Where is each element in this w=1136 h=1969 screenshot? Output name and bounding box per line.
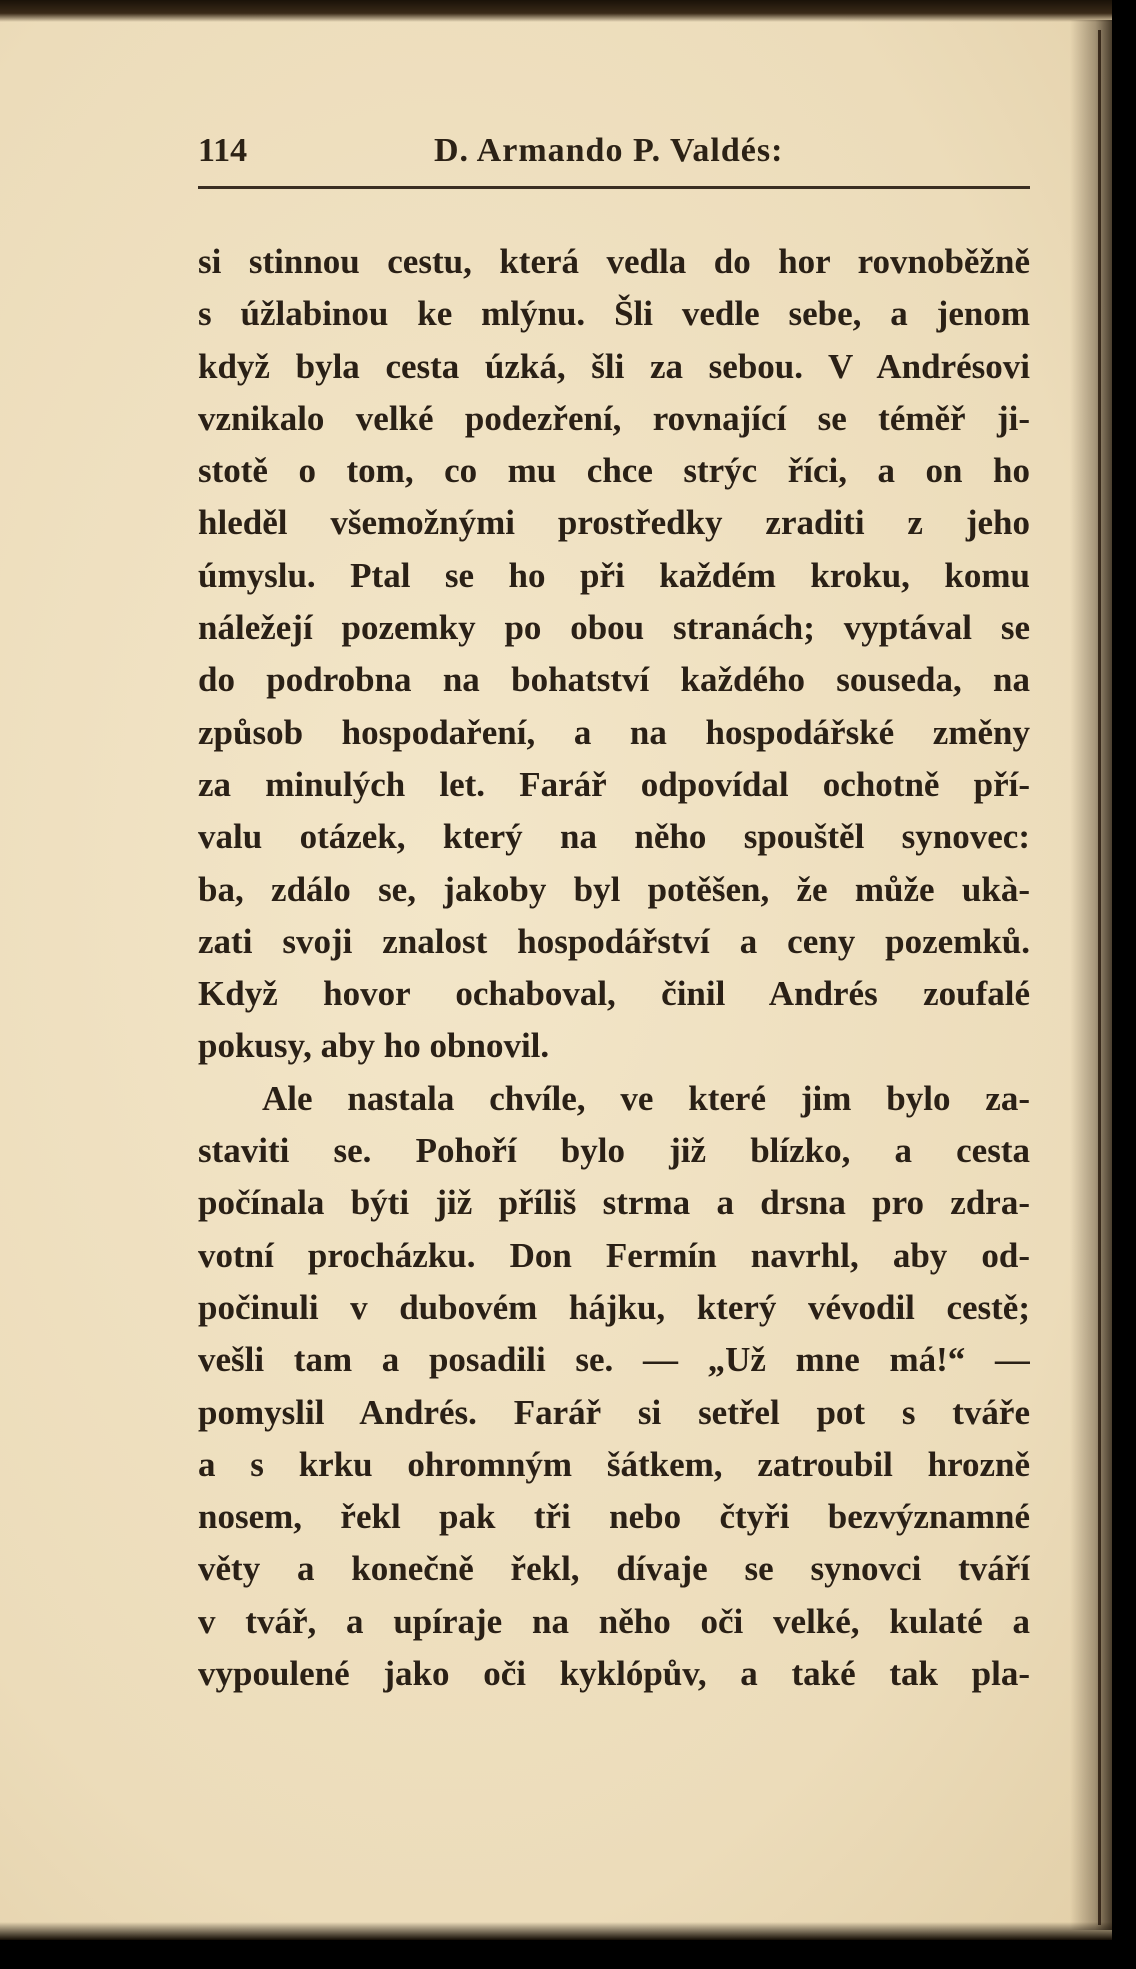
text-line: úmyslu. Ptal se ho při každém kroku, komu [198, 555, 1030, 595]
text-line: votní procházku. Don Fermín navrhl, aby od- [198, 1235, 1030, 1275]
text-line: stotě o tom, co mu chce strýc říci, a on ho [198, 451, 1030, 491]
text-line: za minulých let. Farář odpovídal ochotně pří- [198, 764, 1030, 804]
text-line: vypoulené jako oči kyklópův, a také tak pla- [198, 1654, 1030, 1694]
body-text [198, 236, 1030, 1700]
text-line: staviti se. Pohoří bylo již blízko, a cesta [198, 1131, 1030, 1171]
text-line: věty a konečně řekl, dívaje se synovci tváří [198, 1549, 1030, 1589]
text-line: ba, zdálo se, jakoby byl potěšen, že může ukà- [198, 869, 1030, 909]
text-line: a s krku ohromným šátkem, zatroubil hrozně [198, 1444, 1030, 1484]
page-top-edge [0, 0, 1112, 22]
text-line: pomyslil Andrés. Farář si setřel pot s tváře [198, 1392, 1030, 1432]
binding-shadow [1070, 20, 1112, 1930]
text-line: si stinnou cestu, která vedla do hor rovnoběžně [198, 242, 1030, 281]
text-line: nosem, řekl pak tři nebo čtyři bezvýznamné [198, 1497, 1030, 1537]
text-line: když byla cesta úzká, šli za sebou. V Andrésovi [198, 346, 1030, 386]
text-line: počinuli v dubovém hájku, který vévodil cestě; [198, 1287, 1030, 1327]
text-line: do podrobna na bohatství každého souseda, na [198, 660, 1030, 700]
text-line: v tvář, a upíraje na něho oči velké, kulaté a [198, 1601, 1030, 1641]
running-head [198, 130, 1028, 180]
text-line: počínala býti již příliš strma a drsna pro zdra- [198, 1183, 1030, 1223]
text-line: vznikalo velké podezření, rovnající se téměř ji- [198, 398, 1030, 438]
text-line: Ale nastala chvíle, ve které jim bylo za- [262, 1078, 1030, 1118]
binding-edge [1098, 30, 1101, 1925]
text-line: vešli tam a posadili se. — „Už mne má!“ — [198, 1340, 1030, 1380]
header-rule [198, 186, 1030, 189]
text-line: valu otázek, který na něho spouštěl synovec: [198, 817, 1030, 857]
running-title: D. Armando P. Valdés: [434, 132, 784, 169]
text-line: s úžlabinou ke mlýnu. Šli vedle sebe, a jenom [198, 294, 1030, 334]
text-line: Když hovor ochaboval, činil Andrés zoufalé [198, 974, 1030, 1014]
text-line: pokusy, aby ho obnovil. [198, 1026, 550, 1066]
text-line: náležejí pozemky po obou stranách; vyptával se [198, 608, 1030, 648]
page-number: 114 [198, 132, 248, 169]
page-bottom-edge [0, 1922, 1112, 1940]
text-line: zati svoji znalost hospodářství a ceny pozemků. [198, 921, 1030, 961]
text-line: způsob hospodaření, a na hospodářské změny [198, 712, 1030, 752]
text-line: hleděl všemožnými prostředky zraditi z jeho [198, 503, 1030, 543]
